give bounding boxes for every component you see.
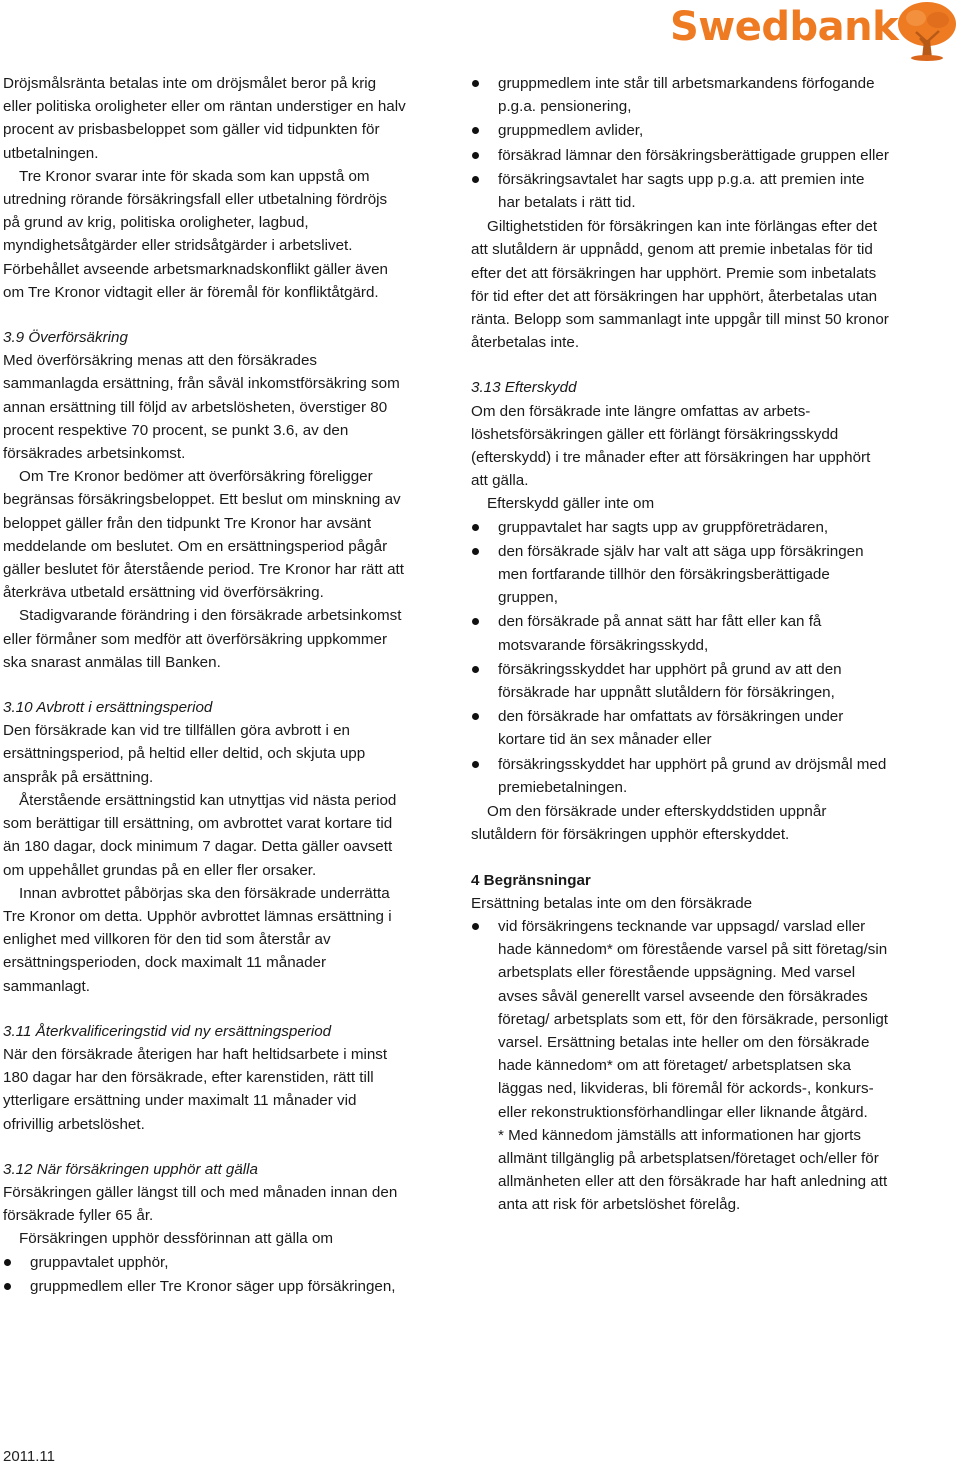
paragraph-3-12-b: Försäkringen upphör dessförinnan att gälla om — [19, 1230, 334, 1248]
paragraph-3-9-b: Om Tre Kronor bedömer att överförsäkring föreligger begränsas försäkringsbeloppet. Ett beslut om minskning av beloppet gäller från den tidpunkt Tre Kronor har avsänt meddelande om beslutet. Om en ersättningsperiod pågår gäller beslutet för återstående period. Tre Kronor har rätt att återkräva utbetald ersättning vid överförsäkring. — [3, 468, 404, 602]
logo-wordmark: Swedbank — [670, 4, 899, 50]
list-item: den försäkrade har omfattats av försäkringen under kortare tid än sex månader eller — [471, 705, 889, 751]
paragraph-3-13-a: Om den försäkrade inte längre omfattas av arbetslöshetsförsäkringen gäller ett förlängt försäkringsskydd (efterskydd) i tre månader efter att försäkringen har upphört att gälla. — [471, 402, 871, 490]
list-4 — [471, 915, 889, 1124]
list-item: gruppmedlem eller Tre Kronor säger upp försäkringen, — [3, 1275, 408, 1298]
list-3-12-continued — [471, 72, 889, 214]
paragraph-3-12-a: Försäkringen gäller längst till och med månaden innan den försäkrade fyller 65 år. — [3, 1183, 398, 1225]
list-item: försäkrad lämnar den försäkringsberättigade gruppen eller — [471, 144, 889, 167]
oak-tree-icon — [896, 0, 958, 62]
right-column — [471, 72, 889, 1217]
swedbank-logo — [670, 0, 960, 64]
paragraph-3-9-a: Med överförsäkring menas att den försäkrades sammanlagda ersättning, från såväl inkomstförsäkring som annan ersättning till följd av arbetslösheten, överstiger 80 procent respektive 70 procent, se punkt 3.6, av den försäkrades arbetsinkomst. — [3, 352, 400, 463]
heading-3-9: 3.9 Överförsäkring — [3, 329, 128, 347]
list-item: gruppmedlem inte står till arbetsmarkandens förfogande p.g.a. pensionering, — [471, 72, 889, 118]
list-item: gruppavtalet upphör, — [3, 1251, 408, 1274]
left-column — [3, 72, 408, 1299]
list-item: den försäkrade på annat sätt har fått eller kan få motsvarande försäkringsskydd, — [471, 610, 889, 656]
paragraph-late-interest: Dröjsmålsränta betalas inte om dröjsmålet beror på krig eller politiska oroligheter eller om räntan understiger en halv procent av prisbasbeloppet som gäller vid tidpunkten för utbetalningen. — [3, 75, 406, 162]
heading-4: 4 Begränsningar — [471, 871, 591, 889]
heading-3-12: 3.12 När försäkringen upphör att gälla — [3, 1160, 258, 1178]
heading-3-13: 3.13 Efterskydd — [471, 379, 577, 397]
paragraph-3-13-b: Efterskydd gäller inte om — [487, 495, 655, 513]
footnote-kannedom: * Med kännedom jämställs att informationen har gjorts allmänt tillgänglig på arbetsplatsen/företaget och/eller för allmänheten eller att den försäkrade har haft anledning att anta att risk för arbetslöshet förelåg. — [498, 1126, 888, 1214]
list-item: gruppavtalet har sagts upp av gruppföreträdaren, — [471, 516, 889, 539]
footer-date: 2011.11 — [3, 1448, 55, 1465]
paragraph-3-10-c: Innan avbrottet påbörjas ska den försäkrade underrätta Tre Kronor om detta. Upphör avbrottet lämnas ersättning i enlighet med villkoren för den tid som återstår av ersättningsperioden, dock maximalt 11 månader sammanlagt. — [3, 884, 392, 995]
paragraph-3-10-a: Den försäkrade kan vid tre tillfällen göra avbrott i en ersättningsperiod, på heltid eller deltid, och skjuta upp anspråk på ersättning. — [3, 722, 366, 786]
paragraph-liability: Tre Kronor svarar inte för skada som kan uppstå om utredning rörande försäkringsfall eller utbetalning fördröjs på grund av krig, politiska oroligheter, lagbud, myndighetsåtgärder eller stridsåtgärder i arbetslivet. Förbehållet avseende arbetsmarknadskonflikt gäller även om Tre Kronor vidtagit eller är föremål för konfliktåtgärd. — [3, 167, 388, 301]
list-3-13 — [471, 516, 889, 799]
paragraph-3-11: När den försäkrade återigen har haft heltidsarbete i minst 180 dagar har den försäkrade, efter karenstiden, rätt till ytterligare ersättning under maximalt 11 månader vid ofrivillig arbetslöshet. — [3, 1045, 388, 1133]
list-item: försäkringsskyddet har upphört på grund av dröjsmål med premiebetalningen. — [471, 753, 889, 799]
list-item: försäkringsskyddet har upphört på grund av att den försäkrade har uppnått slutåldern för försäkringen, — [471, 658, 889, 704]
heading-3-10: 3.10 Avbrott i ersättningsperiod — [3, 699, 213, 717]
list-item: försäkringsavtalet har sagts upp p.g.a. att premien inte har betalats i rätt tid. — [471, 168, 889, 214]
paragraph-3-12-c: Giltighetstiden för försäkringen kan inte förlängas efter det att slutåldern är uppnådd, genom att premie inbetalas för tid efter det att försäkringen har upphört. Premie som inbetalats för tid efter det att försäkringen har upphört, återbetalas utan ränta. Belopp som sammanlagt inte uppgår till minst 50 kronor återbetalas inte. — [471, 218, 889, 352]
list-3-12 — [3, 1251, 408, 1298]
paragraph-4-a: Ersättning betalas inte om den försäkrade — [471, 894, 753, 912]
heading-3-11: 3.11 Återkvalificeringstid vid ny ersättningsperiod — [3, 1022, 332, 1040]
list-item: gruppmedlem avlider, — [471, 119, 889, 142]
paragraph-3-9-c: Stadigvarande förändring i den försäkrade arbetsinkomst eller förmåner som medför att överförsäkring uppkommer ska snarast anmälas till Banken. — [3, 607, 402, 671]
list-item: den försäkrade själv har valt att säga upp försäkringen men fortfarande tillhör den försäkringsberättigade gruppen, — [471, 540, 889, 610]
list-item: vid försäkringens tecknande var uppsagd/ varslad eller hade kännedom* om förestående varsel på sitt företag/sin arbetsplats eller förestående uppsägning. Med varsel avses såväl generellt varsel avseende den försäkrades företag/ arbetsplats som ett, för den försäkrade, personligt varsel. Ersättning betalas inte heller om den försäkrade hade kännedom* om att företaget/ arbetsplatsen ska läggas ned, likvideras, bli föremål för ackords-, konkurs- eller rekonstruktionsförhandlingar eller liknande åtgärd. — [471, 915, 889, 1124]
paragraph-3-10-b: Återstående ersättningstid kan utnyttjas vid nästa period som berättigar till ersättning, om avbrottet varat kortare tid än 180 dagar, dock minimum 7 dagar. Detta gäller oavsett om uppehållet grundas på en eller fler orsaker. — [3, 791, 397, 879]
paragraph-3-13-c: Om den försäkrade under efterskyddstiden uppnår slutåldern för försäkringen upphör efterskyddet. — [471, 803, 827, 844]
